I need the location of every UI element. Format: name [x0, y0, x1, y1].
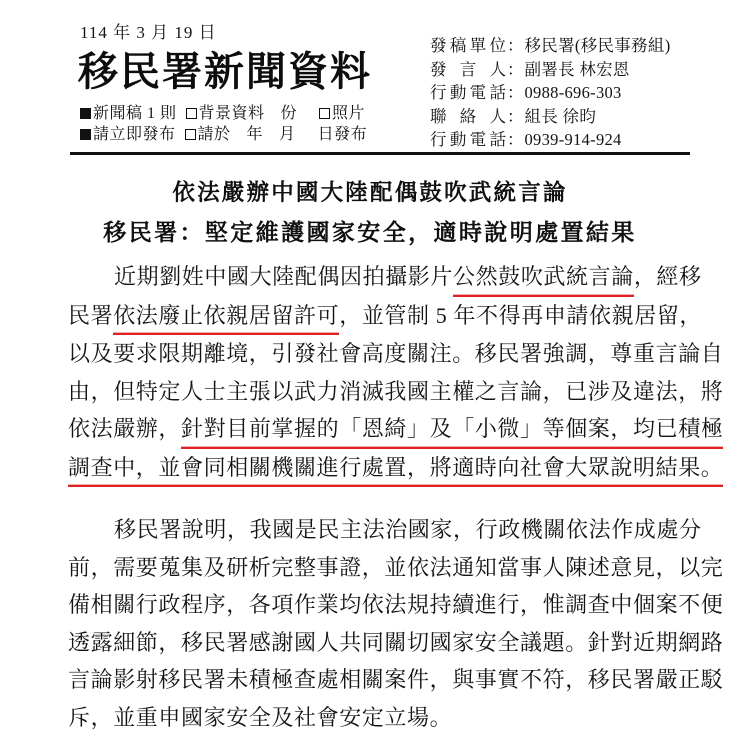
headline-block [0, 176, 740, 250]
issue-date: 114 年 3 月 19 日 [80, 23, 217, 42]
meta-label-mobile-2: 行動電話 [430, 130, 506, 149]
header-divider-rule [70, 152, 690, 155]
meta-value-mobile-1: 0988-696-303 [524, 83, 622, 102]
checkbox-rows [80, 103, 367, 145]
p1l1-text-a: 近期劉姓中國大陸配偶因拍攝影片 [114, 264, 454, 289]
checkbox-release-now-checked-icon[interactable] [80, 129, 91, 140]
paragraph-2 [68, 511, 724, 736]
headline-secondary: 移民署：堅定維護國家安全，適時說明處置結果 [103, 220, 637, 245]
meta-value-spokesperson: 副署長 林宏恩 [524, 59, 630, 79]
paragraph-1-line-1 [68, 258, 702, 297]
paragraph-1 [68, 258, 724, 487]
meta-value-contact-person: 組長 徐昀 [524, 106, 597, 126]
meta-value-mobile-2: 0939-914-924 [524, 130, 622, 149]
paragraph-1-line-5 [68, 410, 724, 449]
meta-colon: ： [507, 83, 524, 102]
meta-row-contact-mobile [430, 128, 671, 152]
paragraph-1-line-6 [68, 449, 724, 488]
checkbox-label-release-now: 請立即發布 [93, 126, 176, 143]
p1l6-underlined-phrase: 調查中，並會同相關機關進行處置，將適時向社會大眾說明結果。 [68, 449, 723, 488]
checkbox-background-material-icon[interactable] [186, 108, 197, 119]
checkbox-release-on-icon[interactable] [185, 129, 196, 140]
checkbox-news-release-checked-icon[interactable] [80, 108, 91, 119]
meta-row-spokesperson [430, 58, 671, 82]
checkbox-photo-icon[interactable] [319, 108, 330, 119]
paragraph-2-line-4: 透露細節，移民署感謝國人共同關切國家安全議題。針對近期網路 [68, 629, 724, 655]
meta-colon: ： [507, 36, 524, 55]
contact-meta-block [430, 34, 671, 152]
headline-primary: 依法嚴辦中國大陸配偶鼓吹武統言論 [172, 180, 568, 205]
checkbox-label-news-release: 新聞稿 1 則 [93, 105, 177, 122]
p1l5-underlined-phrase: 針對目前掌握的「恩綺」及「小微」等個案，均已積極 [181, 410, 723, 449]
meta-row-spokesperson-mobile [430, 81, 671, 105]
meta-label-contact-person: 聯絡人 [430, 106, 506, 126]
meta-colon: ： [507, 106, 524, 126]
checkbox-unit-copies: 份 [280, 105, 298, 122]
checkbox-row-2 [80, 124, 367, 145]
p2l1-text: 移民署說明，我國是民主法治國家，行政機關依法作成處分 [114, 517, 702, 542]
p1l1-text-b: ，經移 [633, 264, 702, 289]
paragraph-2-line-3: 備相關行政程序，各項作業均依法規持續進行，惟調查中個案不便 [68, 592, 724, 617]
meta-label-issuing-unit: 發稿單位 [430, 36, 506, 55]
meta-row-issuing-unit [430, 34, 671, 58]
checkbox-row-1 [80, 103, 367, 124]
p1l1-underlined-phrase: 公然鼓吹武統言論 [453, 258, 634, 297]
masthead-title: 移民署新聞資料 [78, 49, 372, 94]
p1l2-underlined-phrase: 依法廢止依親居留許可 [113, 297, 339, 336]
checkbox-label-photo: 照片 [332, 105, 366, 122]
paragraph-1-line-4: 由，但特定人士主張以武力消滅我國主權之言論，已涉及違法，將 [68, 378, 724, 404]
checkbox-label-background-material: 背景資料 [198, 105, 265, 122]
paragraph-2-line-2: 前，需要蒐集及研析完整事證，並依法通知當事人陳述意見，以完 [68, 554, 724, 580]
p1l2-text-a: 民署 [68, 302, 114, 328]
p1l5-text-a: 依法嚴辦， [68, 416, 182, 441]
paragraph-2-line-6: 斥，並重申國家安全及社會安定立場。 [68, 704, 453, 730]
paragraph-2-line-5: 言論影射移民署未積極查處相關案件，與事實不符，移民署嚴正駁 [68, 667, 724, 692]
meta-colon: ： [507, 130, 524, 149]
document-body [68, 258, 724, 736]
p1l2-text-b: ，並管制 5 年不得再申請依親居留， [339, 302, 703, 328]
meta-colon: ： [507, 59, 524, 79]
meta-label-spokesperson: 發言人 [430, 59, 506, 79]
meta-row-contact-person [430, 105, 671, 129]
meta-label-mobile-1: 行動電話 [430, 83, 506, 102]
release-day-field: 日發布 [317, 126, 368, 143]
paragraph-1-line-3: 以及要求限期離境，引發社會高度關注。移民署強調，尊重言論自 [68, 341, 724, 366]
release-year-field: 年 [246, 126, 264, 143]
meta-value-issuing-unit: 移民署(移民事務組) [524, 36, 671, 55]
checkbox-label-release-on: 請於 [197, 126, 231, 143]
paragraph-1-line-2 [68, 297, 703, 336]
paragraph-2-line-1 [68, 511, 702, 549]
release-month-field: 月 [279, 126, 296, 143]
